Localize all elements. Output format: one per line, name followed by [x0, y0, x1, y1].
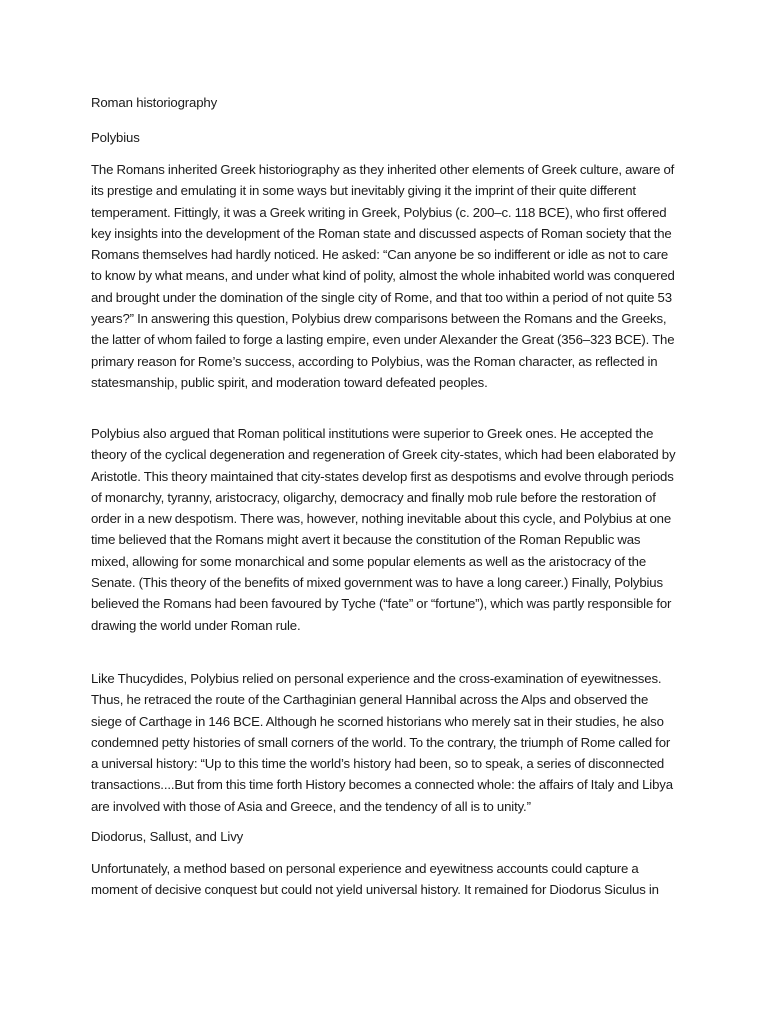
paragraph-1: The Romans inherited Greek historiography as they inherited other elements of Greek culture, aware of its prestige and emulating it in some ways but inevitably giving it the imprint of their quite different temperament. Fittingly, it was a Greek writing in Greek, Polybius (c. 200–c. 118 BCE), who first offered key insights into the development of the Roman state and discussed aspects of Roman society that the Romans themselves had hardly noticed. He asked: “Can anyone be so indifferent or idle as not to care to know by what means, and under what kind of polity, almost the whole inhabited world was conquered and brought under the domination of the single city of Rome, and that too within a period of not quite 53 years?” In answering this question, Polybius drew comparisons between the Romans and the Greeks, the latter of whom failed to forge a lasting empire, even under Alexander the Great (356–323 BCE). The primary reason for Rome’s success, according to Polybius, was the Roman character, as reflected in statesmanship, public spirit, and moderation toward defeated peoples.: [91, 162, 675, 390]
paragraph-2: Polybius also argued that Roman political institutions were superior to Greek ones. He accepted the theory of the cyclical degeneration and regeneration of Greek city-states, which had been elaborated by Aristotle. This theory maintained that city-states develop first as despotisms and evolve through periods of monarchy, tyranny, aristocracy, oligarchy, democracy and finally mob rule before the restoration of order in a new despotism. There was, however, nothing inevitable about this cycle, and Polybius at one time believed that the Romans might avert it because the constitution of the Roman Republic was mixed, allowing for some monarchical and some popular elements as well as the aristocracy of the Senate. (This theory of the benefits of mixed government was to have a long career.) Finally, Polybius believed the Romans had been favoured by Tyche (“fate” or “fortune”), which was partly responsible for drawing the world under Roman rule.: [91, 426, 676, 633]
section-heading-polybius: Polybius: [91, 130, 140, 145]
section-heading-diodorus: Diodorus, Sallust, and Livy: [91, 829, 244, 844]
paragraph-4: Unfortunately, a method based on personal experience and eyewitness accounts could capture a moment of decisive conquest but could not yield universal history. It remained for Diodorus Siculus in: [91, 861, 659, 898]
paragraph-3: Like Thucydides, Polybius relied on personal experience and the cross-examination of eyewitnesses. Thus, he retraced the route of the Carthaginian general Hannibal across the Alps and observed the siege of Carthage in 146 BCE. Although he scorned historians who merely sat in their studies, he also condemned petty histories of small corners of the world. To the contrary, the triumph of Rome called for a universal history: “Up to this time the world’s history had been, so to speak, a series of disconnected transactions....But from this time forth History becomes a connected whole: the affairs of Italy and Libya are involved with those of Asia and Greece, and the tendency of all is to unity.”: [91, 671, 673, 814]
document-title: Roman historiography: [91, 95, 218, 110]
